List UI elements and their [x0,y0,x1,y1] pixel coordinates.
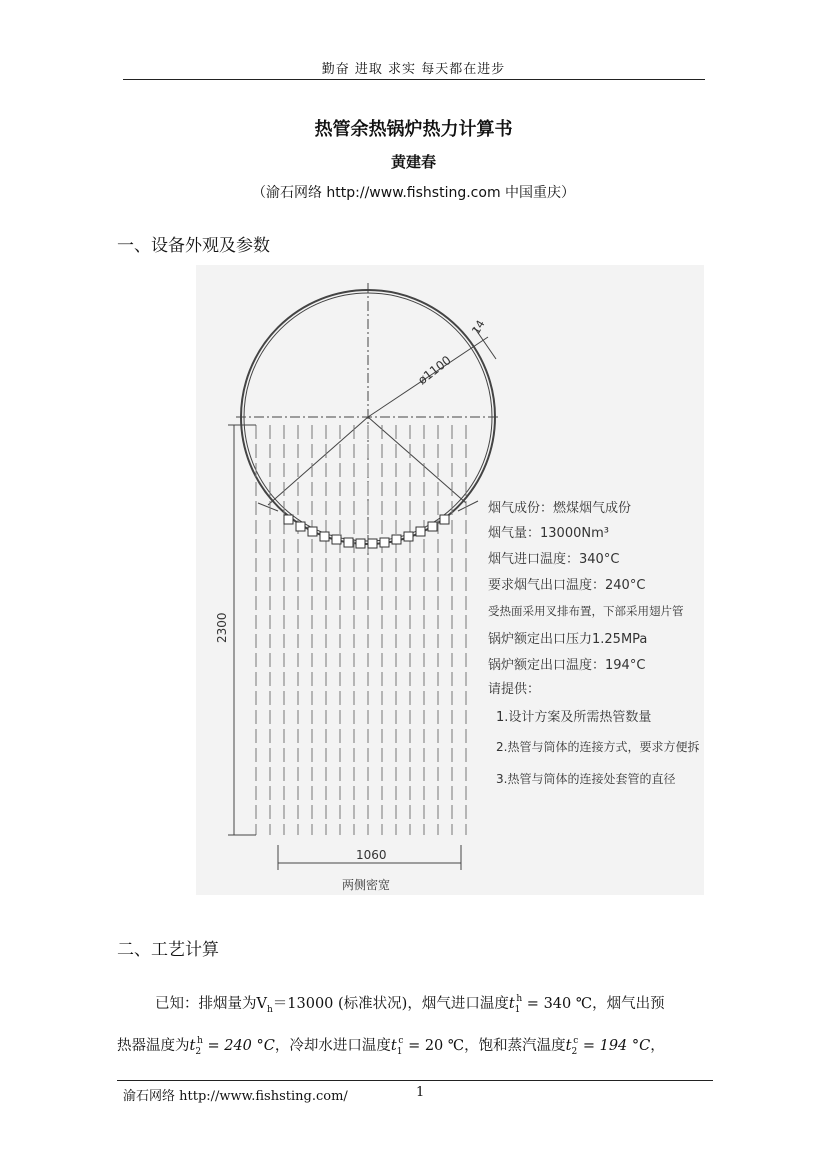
note-2: 烟气量：13000Nm³ [488,526,609,541]
note-9: 1.设计方案及所需热管数量 [496,710,652,725]
note-6: 锅炉额定出口压力1.25MPa [488,632,648,647]
note-10: 2.热管与筒体的连接方式，要求方便拆 [496,740,700,754]
page-number: 1 [416,1085,425,1100]
note-11: 3.热管与筒体的连接处套管的直径 [496,772,676,786]
text-run: ，冷却水进口温度 [274,1038,391,1054]
text-run: ， [650,1038,665,1054]
paragraph-known-2 [117,1031,709,1062]
document-author: 黄建春 [390,153,436,171]
page-header-motto: 勤奋 进取 求实 每天都在进步 [321,62,506,77]
subscript: 1 [396,1047,403,1057]
diameter-label: ø1100 [415,353,454,388]
bottom-caption: 两侧密宽 [342,878,391,892]
note-7: 锅炉额定出口温度：194°C [488,658,646,673]
subscript: 1 [514,1005,521,1015]
subscript: 2 [571,1047,578,1057]
subscript: h [266,1005,273,1015]
math-var: t [390,1038,397,1054]
document-affiliation: （渝石网络 http://www.fishsting.com 中国重庆） [251,185,576,201]
text-run: = 340 ℃，烟气出预 [522,996,665,1012]
boiler-drawing [196,265,704,895]
width-label: 1060 [356,848,387,862]
paragraph-known-1 [117,989,709,1020]
text-run: 已知：排烟量为V [155,996,267,1012]
math-var: t [565,1038,572,1054]
note-3: 烟气进口温度：340°C [488,552,620,567]
math-var: t [508,996,515,1012]
math-value: = 194 °C [578,1038,651,1054]
section-heading-process: 二、工艺计算 [117,940,219,960]
text-run: ＝13000 (标准状况)，烟气进口温度 [272,996,509,1012]
superscript: h [197,1036,203,1046]
text-run: = 20 ℃，饱和蒸汽温度 [403,1038,566,1054]
height-label: 2300 [215,612,229,643]
header-rule [123,79,705,80]
note-8: 请提供： [488,682,541,697]
math-var: t [189,1038,196,1054]
document-title: 热管余热锅炉热力计算书 [314,119,513,140]
footer-site-link[interactable]: 渝石网络 http://www.fishsting.com/ [123,1089,348,1104]
text-run: 热器温度为 [117,1038,190,1054]
section-heading-equipment: 一、设备外观及参数 [117,236,270,256]
note-4: 要求烟气出口温度：240°C [488,578,646,593]
boiler-drawing-figure [196,265,704,895]
superscript: c [398,1036,404,1046]
wall-thickness-label: 14 [469,317,488,337]
math-value: = 240 °C [202,1038,275,1054]
superscript: h [516,994,523,1004]
superscript: c [573,1036,579,1046]
subscript: 2 [195,1047,202,1057]
note-5: 受热面采用叉排布置，下部采用翅片管 [488,604,684,618]
footer-rule [117,1080,713,1081]
note-1: 烟气成份：燃煤烟气成份 [488,501,632,516]
